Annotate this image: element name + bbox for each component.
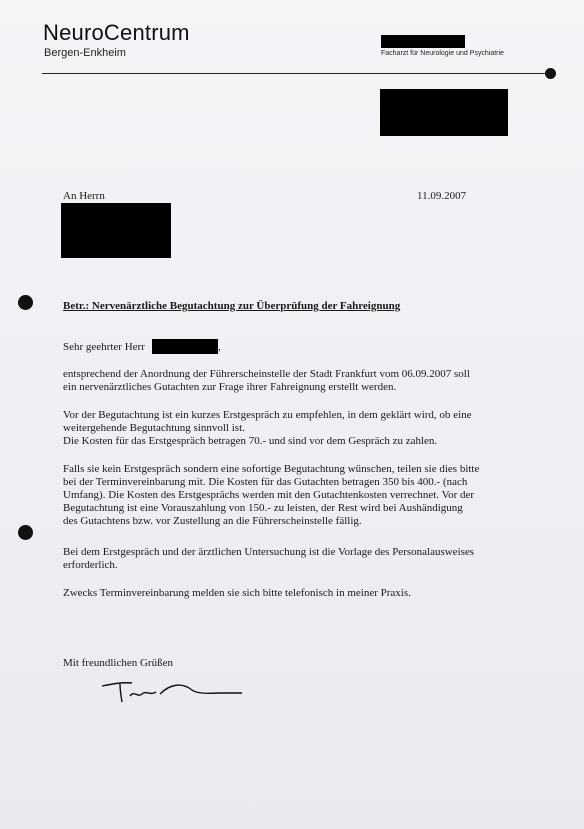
paragraph-line: ein nervenärztliches Gutachten zur Frage ihrer Fahreignung erstellt werden. xyxy=(63,381,397,393)
paragraph-1 xyxy=(63,368,483,394)
paragraph-line: entsprechend der Anordnung der Führerscheinstelle der Stadt Frankfurt vom 06.09.2007 soll xyxy=(63,368,470,380)
paragraph-line: Vor der Begutachtung ist ein kurzes Erstgespräch zu empfehlen, in dem geklärt wird, ob eine xyxy=(63,409,472,421)
paragraph-5 xyxy=(63,587,483,600)
header-rule-dot xyxy=(545,68,556,79)
logo: NeuroCentrum xyxy=(43,20,190,45)
paragraph-2 xyxy=(63,409,483,448)
paragraph-line: Die Kosten für das Erstgespräch betragen 70.- und sind vor dem Gespräch zu zahlen. xyxy=(63,435,438,447)
greeting-comma: , xyxy=(218,341,221,353)
recipient-salutation: An Herrn xyxy=(63,190,105,202)
punch-hole-top xyxy=(18,295,33,310)
redaction-recipient-address xyxy=(61,203,171,258)
paragraph-4 xyxy=(63,546,483,572)
paragraph-line: Umfang). Die Kosten des Erstgesprächs werden mit den Gutachtenkosten verrechnet. Vor der xyxy=(63,489,475,501)
closing: Mit freundlichen Grüßen xyxy=(63,657,173,669)
paragraph-line: des Gutachtens bzw. vor Zustellung an die Führerscheinstelle fällig. xyxy=(63,515,362,527)
paragraph-3 xyxy=(63,463,483,528)
redaction-practice-address xyxy=(380,89,508,136)
paragraph-line: weitergehende Begutachtung sinnvoll ist. xyxy=(63,422,245,434)
paragraph-line: Begutachtung ist eine Vorauszahlung von 150.- zu leisten, der Rest wird bei Aushändigung xyxy=(63,502,463,514)
redaction-recipient-name xyxy=(152,339,218,354)
subject-line: Betr.: Nervenärztliche Begutachtung zur Überprüfung der Fahreignung xyxy=(63,300,401,312)
doctor-specialty: Facharzt für Neurologie und Psychiatrie xyxy=(381,50,504,57)
paragraph-line: erforderlich. xyxy=(63,559,118,571)
redaction-doctor-name xyxy=(381,35,465,48)
logo-location: Bergen-Enkheim xyxy=(44,47,126,59)
greeting: Sehr geehrter Herr xyxy=(63,341,145,353)
paragraph-line: Falls sie kein Erstgespräch sondern eine sofortige Begutachtung wünschen, teilen sie dies bitte xyxy=(63,463,480,475)
paragraph-line: Bei dem Erstgespräch und der ärztlichen Untersuchung ist die Vorlage des Personalausweises xyxy=(63,546,475,558)
signature xyxy=(100,676,250,706)
paragraph-line: Zwecks Terminvereinbarung melden sie sich bitte telefonisch in meiner Praxis. xyxy=(63,587,411,599)
punch-hole-bottom xyxy=(18,525,33,540)
letter-date: 11.09.2007 xyxy=(417,190,467,202)
paragraph-line: bei der Terminvereinbarung mit. Die Kosten für das Gutachten betragen 350 bis 400.- (nach xyxy=(63,476,468,488)
header-rule xyxy=(42,73,550,74)
